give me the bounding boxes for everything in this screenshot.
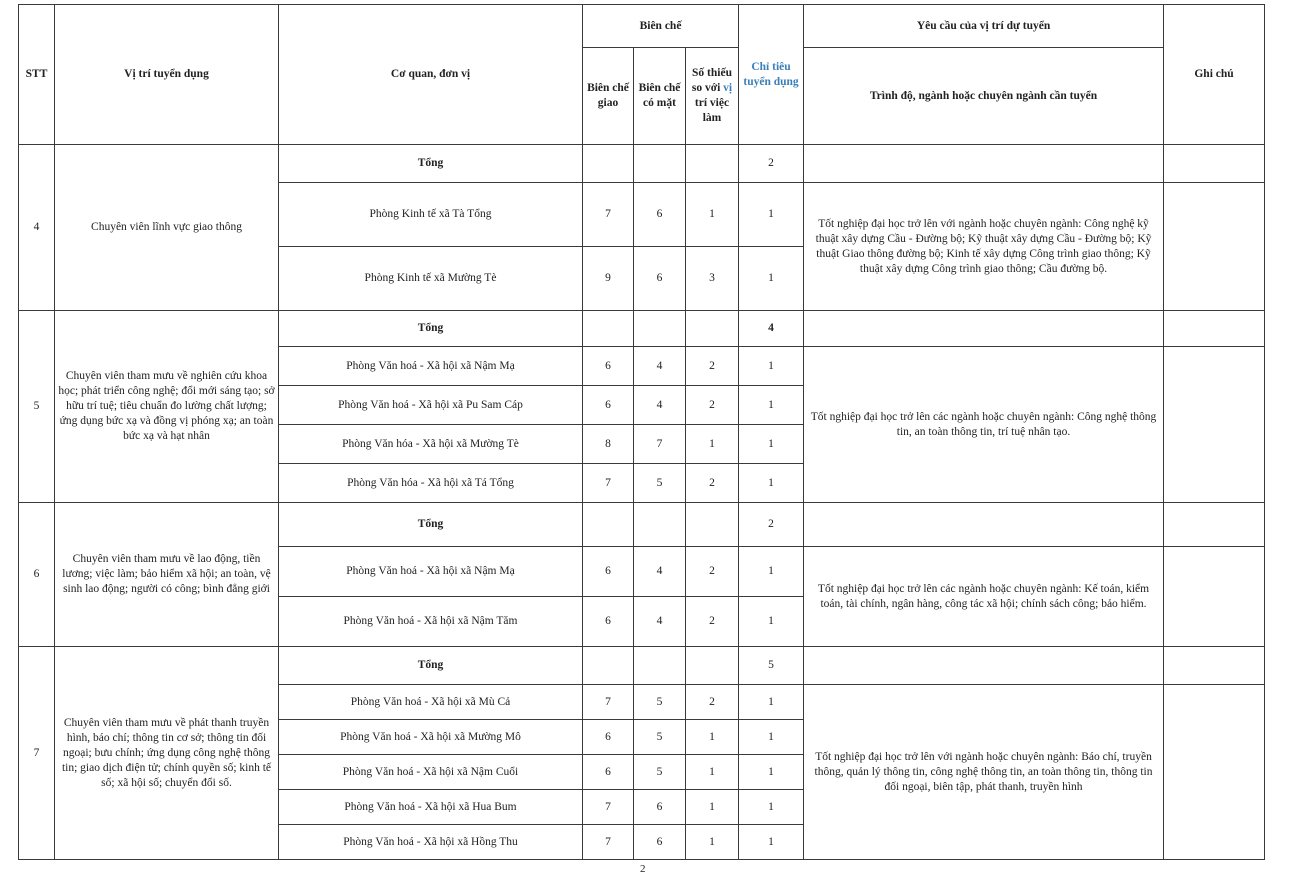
assigned-cell: 6 — [583, 720, 634, 755]
position-cell: Chuyên viên tham mưu về lao động, tiền lương; việc làm; bảo hiểm xã hội; an toàn, vệ sinh lao động; người có công; bình đẳng giới — [55, 503, 279, 647]
stt-cell: 7 — [19, 647, 55, 860]
agency-cell: Phòng Văn hoá - Xã hội xã Nậm Mạ — [279, 347, 583, 386]
total-requirement — [804, 647, 1164, 685]
total-note — [1164, 647, 1265, 685]
requirement-cell: Tốt nghiệp đại học trở lên với ngành hoặc chuyên ngành: Báo chí, truyền thông, quản lý thông tin, công nghệ thông tin, an toàn thông tin, thông tin đối ngoại, biên tập, phát thanh, truyền hình — [804, 685, 1164, 860]
quota-cell: 1 — [739, 247, 804, 311]
quota-cell: 1 — [739, 720, 804, 755]
header-shortage — [686, 48, 739, 145]
note-cell — [1164, 685, 1265, 860]
requirement-cell: Tốt nghiệp đại học trở lên các ngành hoặc chuyên ngành: Kế toán, kiểm toán, tài chính, ngân hàng, công tác xã hội; chính sách công; bảo hiểm. — [804, 547, 1164, 647]
header-shortage-text: Số thiếu so với — [691, 67, 732, 94]
group-total-row — [19, 503, 1265, 547]
total-note — [1164, 145, 1265, 183]
total-requirement — [804, 503, 1164, 547]
assigned-cell: 7 — [583, 685, 634, 720]
present-cell: 6 — [634, 247, 686, 311]
total-quota: 5 — [739, 647, 804, 685]
total-note — [1164, 503, 1265, 547]
present-cell: 4 — [634, 386, 686, 425]
agency-cell: Phòng Kinh tế xã Tà Tổng — [279, 183, 583, 247]
present-cell: 5 — [634, 464, 686, 503]
shortage-cell: 3 — [686, 247, 739, 311]
assigned-cell: 9 — [583, 247, 634, 311]
assigned-cell: 6 — [583, 755, 634, 790]
total-shortage — [686, 503, 739, 547]
agency-cell: Phòng Văn hoá - Xã hội xã Mường Mô — [279, 720, 583, 755]
header-quota: Chỉ tiêu tuyển dụng — [739, 5, 804, 145]
note-cell — [1164, 183, 1265, 311]
header-agency: Cơ quan, đơn vị — [279, 5, 583, 145]
agency-cell: Phòng Văn hoá - Xã hội xã Nậm Tăm — [279, 597, 583, 647]
total-shortage — [686, 145, 739, 183]
total-quota: 4 — [739, 311, 804, 347]
quota-cell: 1 — [739, 386, 804, 425]
shortage-cell: 2 — [686, 597, 739, 647]
header-stt: STT — [19, 5, 55, 145]
quota-cell: 1 — [739, 547, 804, 597]
assigned-cell: 7 — [583, 464, 634, 503]
header-shortage-text-end: trí việc làm — [694, 97, 730, 124]
total-note — [1164, 311, 1265, 347]
stt-cell: 6 — [19, 503, 55, 647]
assigned-cell: 6 — [583, 386, 634, 425]
agency-cell: Phòng Văn hóa - Xã hội xã Tá Tổng — [279, 464, 583, 503]
header-assigned: Biên chế giao — [583, 48, 634, 145]
quota-cell: 1 — [739, 425, 804, 464]
present-cell: 6 — [634, 790, 686, 825]
present-cell: 4 — [634, 347, 686, 386]
shortage-cell: 2 — [686, 386, 739, 425]
header-staffing-group: Biên chế — [583, 5, 739, 48]
shortage-cell: 1 — [686, 720, 739, 755]
assigned-cell: 6 — [583, 347, 634, 386]
total-present — [634, 145, 686, 183]
note-cell — [1164, 547, 1265, 647]
total-present — [634, 647, 686, 685]
table-body — [19, 145, 1265, 860]
total-present — [634, 311, 686, 347]
agency-cell: Phòng Văn hoá - Xã hội xã Hồng Thu — [279, 825, 583, 860]
quota-cell: 1 — [739, 597, 804, 647]
requirement-cell: Tốt nghiệp đại học trở lên với ngành hoặc chuyên ngành: Công nghệ kỹ thuật xây dựng Cầu - Đường bộ; Kỹ thuật xây dựng Cầu - Đường bộ; Kỹ thuật Giao thông đường bộ; Kinh tế xây dựng Công trình giao thông; Kỹ thuật xây dựng Công trình giao thông; Cầu đường bộ. — [804, 183, 1164, 311]
header-present: Biên chế có mặt — [634, 48, 686, 145]
agency-cell: Phòng Văn hoá - Xã hội xã Pu Sam Cáp — [279, 386, 583, 425]
quota-cell: 1 — [739, 183, 804, 247]
header-requirements: Trình độ, ngành hoặc chuyên ngành cần tuyển — [804, 48, 1164, 145]
total-label: Tổng — [279, 311, 583, 347]
present-cell: 6 — [634, 183, 686, 247]
present-cell: 5 — [634, 720, 686, 755]
header-note: Ghi chú — [1164, 5, 1265, 145]
quota-cell: 1 — [739, 790, 804, 825]
shortage-cell: 1 — [686, 755, 739, 790]
header-position: Vị trí tuyển dụng — [55, 5, 279, 145]
present-cell: 5 — [634, 755, 686, 790]
page-number: 2 — [640, 863, 646, 875]
position-cell: Chuyên viên tham mưu về nghiên cứu khoa học; phát triển công nghệ; đổi mới sáng tạo; sở hữu trí tuệ; tiêu chuẩn đo lường chất lượng; ứng dụng bức xạ và đồng vị phóng xạ; an toàn bức xạ và hạt nhân — [55, 311, 279, 503]
assigned-cell: 6 — [583, 597, 634, 647]
total-label: Tổng — [279, 145, 583, 183]
assigned-cell: 7 — [583, 183, 634, 247]
recruitment-table — [18, 4, 1265, 860]
total-quota: 2 — [739, 145, 804, 183]
shortage-cell: 2 — [686, 347, 739, 386]
header-shortage-highlight: vị — [723, 82, 733, 94]
present-cell: 4 — [634, 597, 686, 647]
group-total-row — [19, 145, 1265, 183]
quota-cell: 1 — [739, 347, 804, 386]
total-assigned — [583, 503, 634, 547]
total-assigned — [583, 647, 634, 685]
total-quota: 2 — [739, 503, 804, 547]
quota-cell: 1 — [739, 464, 804, 503]
shortage-cell: 1 — [686, 825, 739, 860]
quota-cell: 1 — [739, 755, 804, 790]
stt-cell: 4 — [19, 145, 55, 311]
total-shortage — [686, 311, 739, 347]
total-assigned — [583, 311, 634, 347]
group-total-row — [19, 647, 1265, 685]
group-total-row — [19, 311, 1265, 347]
shortage-cell: 2 — [686, 547, 739, 597]
agency-cell: Phòng Văn hoá - Xã hội xã Nậm Mạ — [279, 547, 583, 597]
assigned-cell: 7 — [583, 825, 634, 860]
shortage-cell: 1 — [686, 790, 739, 825]
present-cell: 7 — [634, 425, 686, 464]
quota-cell: 1 — [739, 685, 804, 720]
total-label: Tổng — [279, 647, 583, 685]
present-cell: 5 — [634, 685, 686, 720]
shortage-cell: 1 — [686, 183, 739, 247]
agency-cell: Phòng Văn hoá - Xã hội xã Nậm Cuổi — [279, 755, 583, 790]
quota-cell: 1 — [739, 825, 804, 860]
total-label: Tổng — [279, 503, 583, 547]
requirement-cell: Tốt nghiệp đại học trở lên các ngành hoặc chuyên ngành: Công nghệ thông tin, an toàn thông tin, trí tuệ nhân tạo. — [804, 347, 1164, 503]
note-cell — [1164, 347, 1265, 503]
agency-cell: Phòng Văn hoá - Xã hội xã Mù Cả — [279, 685, 583, 720]
assigned-cell: 7 — [583, 790, 634, 825]
shortage-cell: 1 — [686, 425, 739, 464]
shortage-cell: 2 — [686, 685, 739, 720]
present-cell: 6 — [634, 825, 686, 860]
assigned-cell: 6 — [583, 547, 634, 597]
header-requirements-group: Yêu cầu của vị trí dự tuyển — [804, 5, 1164, 48]
agency-cell: Phòng Văn hoá - Xã hội xã Hua Bum — [279, 790, 583, 825]
position-cell: Chuyên viên tham mưu về phát thanh truyền hình, báo chí; thông tin cơ sở; thông tin đối ngoại; bưu chính; ứng dụng công nghệ thông tin; giao dịch điện tử; chính quyền số; kinh tế số; xã hội số; chuyển đổi số. — [55, 647, 279, 860]
shortage-cell: 2 — [686, 464, 739, 503]
present-cell: 4 — [634, 547, 686, 597]
total-present — [634, 503, 686, 547]
total-assigned — [583, 145, 634, 183]
total-requirement — [804, 311, 1164, 347]
total-shortage — [686, 647, 739, 685]
position-cell: Chuyên viên lĩnh vực giao thông — [55, 145, 279, 311]
agency-cell: Phòng Văn hóa - Xã hội xã Mường Tè — [279, 425, 583, 464]
stt-cell: 5 — [19, 311, 55, 503]
agency-cell: Phòng Kinh tế xã Mường Tè — [279, 247, 583, 311]
assigned-cell: 8 — [583, 425, 634, 464]
total-requirement — [804, 145, 1164, 183]
